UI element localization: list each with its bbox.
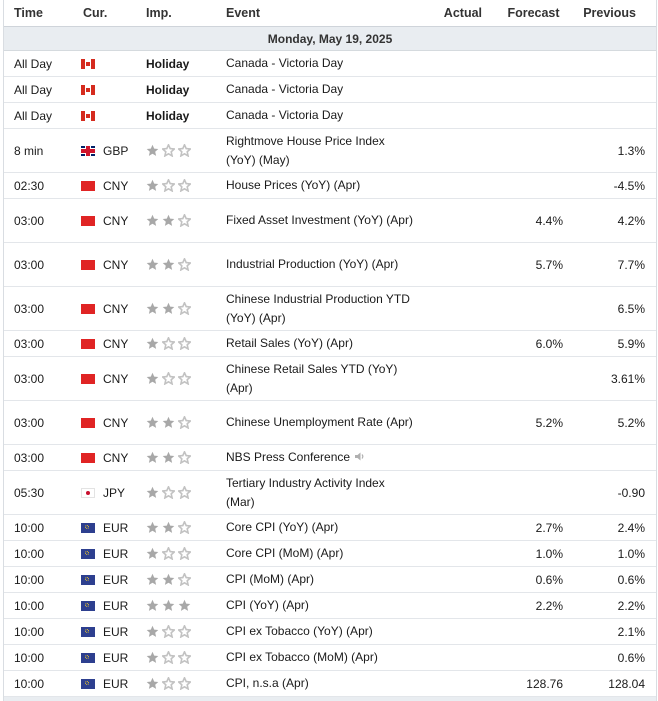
star-empty-icon	[162, 625, 175, 638]
event-row[interactable]	[4, 645, 656, 671]
currency-code: CNY	[103, 450, 129, 465]
event-name[interactable]	[224, 255, 414, 274]
event-time: All Day	[14, 108, 53, 123]
star-filled-icon	[162, 214, 175, 227]
importance-stars	[136, 486, 224, 499]
currency-code: CNY	[103, 415, 129, 430]
event-row[interactable]	[4, 129, 656, 173]
star-filled-icon	[178, 599, 191, 612]
event-currency	[70, 258, 136, 272]
event-name[interactable]	[224, 413, 414, 432]
china-flag-icon	[81, 418, 95, 428]
event-time: 03:00	[14, 371, 45, 386]
event-previous: 128.04	[608, 676, 645, 691]
header-importance[interactable]: Imp.	[146, 6, 172, 20]
currency-code: EUR	[103, 520, 129, 535]
importance-stars	[136, 677, 224, 690]
currency-code: CNY	[103, 178, 129, 193]
event-previous: 3.61%	[610, 371, 645, 386]
event-rows	[4, 51, 656, 697]
star-filled-icon	[146, 677, 159, 690]
canada-flag-icon	[81, 111, 95, 121]
event-currency	[70, 625, 136, 639]
event-name[interactable]: Canada - Victoria Day	[226, 56, 344, 70]
event-name[interactable]	[224, 334, 414, 353]
currency-code: CNY	[103, 257, 129, 272]
event-currency	[70, 486, 136, 500]
star-empty-icon	[178, 521, 191, 534]
event-name-text[interactable]: NBS Press Conference	[226, 450, 351, 464]
importance-stars	[136, 651, 224, 664]
star-filled-icon	[146, 416, 159, 429]
event-time: 03:00	[14, 257, 45, 272]
currency-code: EUR	[103, 676, 129, 691]
event-time: 03:00	[14, 301, 45, 316]
star-filled-icon	[146, 451, 159, 464]
importance-stars	[136, 302, 224, 315]
currency-code: GBP	[103, 143, 129, 158]
star-empty-icon	[178, 337, 191, 350]
event-currency	[70, 573, 136, 587]
event-time: 10:00	[14, 624, 45, 639]
event-name[interactable]	[224, 360, 414, 398]
star-filled-icon	[162, 521, 175, 534]
star-empty-icon	[178, 547, 191, 560]
star-filled-icon	[146, 179, 159, 192]
event-name[interactable]	[224, 448, 414, 467]
event-name-text[interactable]: Chinese Unemployment Rate (Apr)	[226, 415, 413, 429]
event-previous: 2.1%	[617, 624, 645, 639]
event-previous: 5.2%	[617, 415, 645, 430]
star-empty-icon	[178, 651, 191, 664]
star-empty-icon	[178, 573, 191, 586]
holiday-row[interactable]	[4, 103, 656, 129]
importance-stars	[136, 599, 224, 612]
holiday-label: Holiday	[146, 82, 190, 97]
star-filled-icon	[162, 416, 175, 429]
event-row[interactable]	[4, 567, 656, 593]
event-row[interactable]	[4, 445, 656, 471]
star-filled-icon	[146, 625, 159, 638]
event-previous: 1.0%	[617, 546, 645, 561]
star-empty-icon	[178, 372, 191, 385]
event-currency	[70, 599, 136, 613]
event-name[interactable]	[224, 474, 414, 512]
event-time: 02:30	[14, 178, 45, 193]
event-name-text[interactable]: Tertiary Industry Activity Index (Mar)	[226, 475, 385, 509]
star-filled-icon	[162, 599, 175, 612]
china-flag-icon	[81, 374, 95, 384]
importance-stars	[136, 214, 224, 227]
event-currency	[70, 214, 136, 228]
importance-stars	[136, 337, 224, 350]
event-previous: -0.90	[617, 485, 645, 500]
event-previous: 2.4%	[617, 520, 645, 535]
event-forecast: 2.2%	[535, 598, 563, 613]
event-name[interactable]	[224, 648, 414, 667]
event-currency	[70, 59, 136, 69]
importance-stars	[136, 258, 224, 271]
event-previous: 1.3%	[617, 143, 645, 158]
economic-calendar	[3, 0, 657, 701]
event-row[interactable]	[4, 541, 656, 567]
event-time: 03:00	[14, 450, 45, 465]
currency-code: EUR	[103, 624, 129, 639]
star-filled-icon	[146, 214, 159, 227]
star-empty-icon	[162, 651, 175, 664]
event-forecast: 128.76	[526, 676, 563, 691]
eu-flag-icon	[81, 575, 95, 585]
event-forecast: 5.2%	[535, 415, 563, 430]
event-forecast: 4.4%	[535, 213, 563, 228]
importance-stars	[136, 451, 224, 464]
holiday-label: Holiday	[146, 56, 190, 71]
star-filled-icon	[146, 547, 159, 560]
event-name[interactable]	[224, 132, 414, 170]
star-empty-icon	[162, 486, 175, 499]
currency-code: EUR	[103, 546, 129, 561]
star-empty-icon	[178, 486, 191, 499]
event-currency	[70, 451, 136, 465]
event-forecast: 6.0%	[535, 336, 563, 351]
event-name[interactable]	[224, 596, 414, 615]
header-time[interactable]: Time	[14, 6, 43, 20]
table-header	[4, 0, 656, 27]
event-forecast: 1.0%	[535, 546, 563, 561]
event-time: 05:30	[14, 485, 45, 500]
header-actual[interactable]: Actual	[443, 6, 482, 20]
star-filled-icon	[146, 337, 159, 350]
importance-stars	[136, 144, 224, 157]
event-name-text[interactable]: Core CPI (YoY) (Apr)	[226, 520, 339, 534]
uk-flag-icon	[81, 146, 95, 156]
event-currency	[70, 302, 136, 316]
star-empty-icon	[162, 144, 175, 157]
event-previous: -4.5%	[613, 178, 645, 193]
star-filled-icon	[162, 258, 175, 271]
event-name[interactable]	[224, 622, 414, 641]
event-currency	[70, 416, 136, 430]
event-name-text[interactable]: Chinese Industrial Production YTD (YoY) (Apr)	[226, 291, 410, 325]
event-time: 03:00	[14, 213, 45, 228]
event-row[interactable]	[4, 471, 656, 515]
event-row[interactable]	[4, 619, 656, 645]
event-name-text[interactable]: Retail Sales (YoY) (Apr)	[226, 336, 353, 350]
header-previous[interactable]: Previous	[583, 6, 636, 20]
currency-code: EUR	[103, 572, 129, 587]
event-name[interactable]	[224, 211, 414, 230]
star-empty-icon	[178, 451, 191, 464]
event-previous: 4.2%	[617, 213, 645, 228]
event-time: 10:00	[14, 546, 45, 561]
importance-stars	[136, 547, 224, 560]
event-row[interactable]	[4, 357, 656, 401]
star-filled-icon	[162, 573, 175, 586]
currency-code: EUR	[103, 598, 129, 613]
event-currency	[70, 521, 136, 535]
event-currency	[70, 372, 136, 386]
event-currency	[70, 85, 136, 95]
event-time: 10:00	[14, 676, 45, 691]
china-flag-icon	[81, 260, 95, 270]
star-empty-icon	[162, 337, 175, 350]
importance-stars	[136, 521, 224, 534]
importance-stars	[136, 625, 224, 638]
event-row[interactable]	[4, 287, 656, 331]
table-bottom	[4, 697, 656, 701]
importance-stars	[136, 573, 224, 586]
importance-stars	[136, 416, 224, 429]
currency-code: JPY	[103, 485, 126, 500]
event-time: All Day	[14, 82, 53, 97]
star-filled-icon	[146, 599, 159, 612]
event-row[interactable]	[4, 515, 656, 541]
event-forecast: 5.7%	[535, 257, 563, 272]
event-name-text[interactable]: Chinese Retail Sales YTD (YoY) (Apr)	[226, 361, 398, 395]
event-name-text[interactable]: Fixed Asset Investment (YoY) (Apr)	[226, 213, 413, 227]
event-name-text[interactable]: Core CPI (MoM) (Apr)	[226, 546, 344, 560]
star-filled-icon	[162, 302, 175, 315]
event-currency	[70, 337, 136, 351]
event-row[interactable]	[4, 593, 656, 619]
star-filled-icon	[146, 372, 159, 385]
event-name[interactable]	[224, 176, 414, 195]
event-name-text[interactable]: House Prices (YoY) (Apr)	[226, 178, 361, 192]
china-flag-icon	[81, 339, 95, 349]
speaker-icon	[354, 451, 366, 462]
star-filled-icon	[146, 521, 159, 534]
currency-code: CNY	[103, 336, 129, 351]
header-currency[interactable]: Cur.	[83, 6, 108, 20]
currency-code: CNY	[103, 213, 129, 228]
event-name[interactable]	[224, 570, 414, 589]
canada-flag-icon	[81, 85, 95, 95]
event-currency	[70, 677, 136, 691]
event-time: 03:00	[14, 336, 45, 351]
event-name[interactable]	[224, 544, 414, 563]
star-empty-icon	[162, 179, 175, 192]
event-time: 10:00	[14, 520, 45, 535]
event-previous: 2.2%	[617, 598, 645, 613]
canada-flag-icon	[81, 59, 95, 69]
star-empty-icon	[178, 179, 191, 192]
star-filled-icon	[146, 486, 159, 499]
event-time: 10:00	[14, 650, 45, 665]
event-time: 10:00	[14, 572, 45, 587]
event-currency	[70, 179, 136, 193]
star-filled-icon	[146, 144, 159, 157]
eu-flag-icon	[81, 653, 95, 663]
star-filled-icon	[146, 302, 159, 315]
star-filled-icon	[162, 451, 175, 464]
event-name[interactable]	[224, 518, 414, 537]
event-name[interactable]: Canada - Victoria Day	[226, 108, 344, 122]
event-row[interactable]	[4, 243, 656, 287]
currency-code: CNY	[103, 301, 129, 316]
event-row[interactable]	[4, 331, 656, 357]
eu-flag-icon	[81, 523, 95, 533]
event-previous: 7.7%	[617, 257, 645, 272]
event-name-text[interactable]: CPI (MoM) (Apr)	[226, 572, 314, 586]
eu-flag-icon	[81, 549, 95, 559]
star-filled-icon	[146, 651, 159, 664]
event-row[interactable]	[4, 401, 656, 445]
star-filled-icon	[146, 258, 159, 271]
event-name-text[interactable]: Industrial Production (YoY) (Apr)	[226, 257, 399, 271]
event-time: All Day	[14, 56, 53, 71]
event-name[interactable]: Canada - Victoria Day	[226, 82, 344, 96]
star-empty-icon	[178, 625, 191, 638]
event-currency	[70, 547, 136, 561]
header-event[interactable]: Event	[226, 5, 261, 20]
star-empty-icon	[178, 144, 191, 157]
event-forecast: 2.7%	[535, 520, 563, 535]
china-flag-icon	[81, 304, 95, 314]
japan-flag-icon	[81, 488, 95, 498]
event-previous: 0.6%	[617, 650, 645, 665]
holiday-row[interactable]	[4, 51, 656, 77]
star-empty-icon	[178, 677, 191, 690]
eu-flag-icon	[81, 627, 95, 637]
date-separator: Monday, May 19, 2025	[4, 27, 656, 51]
importance-stars	[136, 179, 224, 192]
event-name-text[interactable]: CPI ex Tobacco (MoM) (Apr)	[226, 650, 378, 664]
event-name-text[interactable]: CPI, n.s.a (Apr)	[226, 676, 309, 690]
eu-flag-icon	[81, 679, 95, 689]
star-empty-icon	[162, 547, 175, 560]
currency-code: EUR	[103, 650, 129, 665]
star-empty-icon	[178, 302, 191, 315]
event-forecast: 0.6%	[535, 572, 563, 587]
holiday-label: Holiday	[146, 108, 190, 123]
event-row[interactable]	[4, 173, 656, 199]
star-filled-icon	[146, 573, 159, 586]
event-name-text[interactable]: CPI ex Tobacco (YoY) (Apr)	[226, 624, 373, 638]
header-forecast[interactable]: Forecast	[507, 6, 560, 20]
china-flag-icon	[81, 216, 95, 226]
importance-stars	[136, 372, 224, 385]
star-empty-icon	[162, 677, 175, 690]
event-time: 8 min	[14, 143, 44, 158]
holiday-row[interactable]	[4, 77, 656, 103]
event-row[interactable]	[4, 671, 656, 697]
event-previous: 0.6%	[617, 572, 645, 587]
star-empty-icon	[162, 372, 175, 385]
event-previous: 6.5%	[617, 301, 645, 316]
event-name-text[interactable]: CPI (YoY) (Apr)	[226, 598, 309, 612]
event-previous: 5.9%	[617, 336, 645, 351]
event-name[interactable]	[224, 290, 414, 328]
china-flag-icon	[81, 453, 95, 463]
event-time: 10:00	[14, 598, 45, 613]
event-currency	[70, 111, 136, 121]
star-empty-icon	[178, 214, 191, 227]
event-name-text[interactable]: Rightmove House Price Index (YoY) (May)	[226, 133, 385, 167]
event-currency	[70, 144, 136, 158]
star-empty-icon	[178, 416, 191, 429]
event-currency	[70, 651, 136, 665]
china-flag-icon	[81, 181, 95, 191]
event-time: 03:00	[14, 415, 45, 430]
currency-code: CNY	[103, 371, 129, 386]
event-row[interactable]	[4, 199, 656, 243]
star-empty-icon	[178, 258, 191, 271]
eu-flag-icon	[81, 601, 95, 611]
